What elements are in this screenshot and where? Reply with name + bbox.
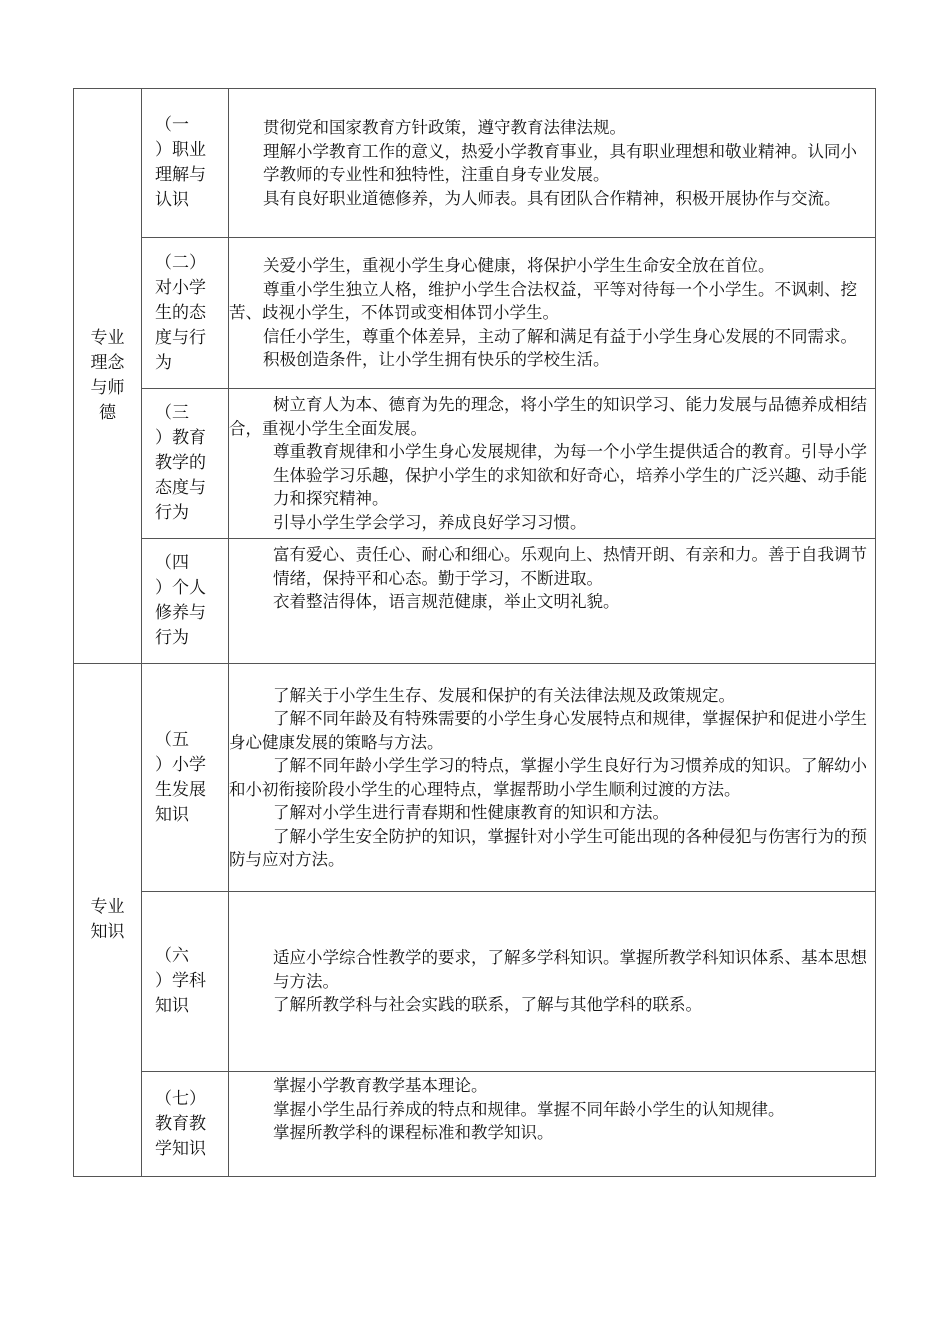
table-row: [74, 389, 876, 539]
area-title-cell: （三 ）教育 教学的 态度与 行为: [142, 389, 229, 539]
table-row: [74, 539, 876, 664]
requirement-item: 关爱小学生，重视小学生身心健康，将保护小学生生命安全放在首位。: [263, 256, 775, 276]
requirement-item: 理解小学教育工作的意义，热爱小学教育事业，具有职业理想和敬业精神。认同小学教师的专业性和独特性，注重自身专业发展。: [263, 141, 857, 184]
area-title-cell: （四 ）个人 修养与 行为: [142, 539, 229, 664]
requirements-cell: [229, 1072, 876, 1177]
requirement-item: 尊重教育规律和小学生身心发展规律，为每一个小学生提供适合的教育。引导小学生体验学习乐趣，保护小学生的求知欲和好奇心，培养小学生的广泛兴趣、动手能力和探究精神。: [273, 442, 867, 508]
requirements-cell: [229, 389, 876, 539]
table-row: [74, 892, 876, 1072]
area-title-cell: （七） 教育教 学知识: [142, 1072, 229, 1177]
requirement-item: 掌握所教学科的课程标准和教学知识。: [273, 1123, 554, 1142]
requirement-item: 了解不同年龄小学生学习的特点，掌握小学生良好行为习惯养成的知识。了解幼小和小初衔接阶段小学生的心理特点，掌握帮助小学生顺利过渡的方法。: [229, 756, 867, 799]
requirements-cell: [229, 892, 876, 1072]
domain-cell: 专业 理念 与师 德: [74, 89, 142, 664]
area-title-cell: （五 ）小学 生发展 知识: [142, 664, 229, 892]
standards-table: [73, 88, 876, 1177]
table-row: [74, 1072, 876, 1177]
table-row: [74, 664, 876, 892]
requirements-cell: [229, 539, 876, 664]
requirements-cell: [229, 238, 876, 389]
requirement-item: 树立育人为本、德育为先的理念，将小学生的知识学习、能力发展与品德养成相结合，重视小学生全面发展。: [229, 395, 867, 438]
requirement-item: 引导小学生学会学习，养成良好学习习惯。: [273, 512, 587, 532]
area-title-cell: （二） 对小学 生的态 度与行 为: [142, 238, 229, 389]
requirement-item: 了解对小学生进行青春期和性健康教育的知识和方法。: [273, 803, 669, 822]
requirement-item: 掌握小学教育教学基本理论。: [273, 1076, 488, 1095]
requirement-item: 了解所教学科与社会实践的联系，了解与其他学科的联系。: [273, 995, 702, 1015]
area-title-cell: （六 ）学科 知识: [142, 892, 229, 1072]
requirement-item: 了解小学生安全防护的知识，掌握针对小学生可能出现的各种侵犯与伤害行为的预防与应对方法。: [229, 826, 867, 869]
table-row: [74, 238, 876, 389]
requirement-item: 衣着整洁得体，语言规范健康，举止文明礼貌。: [273, 592, 620, 611]
requirement-item: 掌握小学生品行养成的特点和规律。掌握不同年龄小学生的认知规律。: [273, 1099, 785, 1119]
requirement-item: 具有良好职业道德修养，为人师表。具有团队合作精神，积极开展协作与交流。: [263, 188, 841, 208]
requirement-item: 适应小学综合性教学的要求，了解多学科知识。掌握所教学科知识体系、基本思想与方法。: [273, 948, 867, 991]
requirement-item: 了解关于小学生生存、发展和保护的有关法律法规及政策规定。: [273, 685, 735, 705]
requirement-item: 贯彻党和国家教育方针政策，遵守教育法律法规。: [263, 118, 626, 137]
domain-cell: 专业 知识: [74, 664, 142, 1177]
requirement-item: 信任小学生，尊重个体差异，主动了解和满足有益于小学生身心发展的不同需求。: [263, 326, 857, 346]
requirement-item: 富有爱心、责任心、耐心和细心。乐观向上、热情开朗、有亲和力。善于自我调节情绪，保持平和心态。勤于学习，不断进取。: [273, 545, 867, 588]
area-title-cell: （一 ）职业 理解与 认识: [142, 89, 229, 238]
requirements-cell: [229, 89, 876, 238]
requirement-item: 积极创造条件，让小学生拥有快乐的学校生活。: [263, 350, 610, 370]
requirements-cell: [229, 664, 876, 892]
table-row: [74, 89, 876, 238]
requirement-item: 尊重小学生独立人格，维护小学生合法权益，平等对待每一个小学生。不讽刺、挖苦、歧视小学生，不体罚或变相体罚小学生。: [229, 279, 857, 323]
requirement-item: 了解不同年龄及有特殊需要的小学生身心发展特点和规律，掌握保护和促进小学生身心健康发展的策略与方法。: [229, 709, 867, 752]
